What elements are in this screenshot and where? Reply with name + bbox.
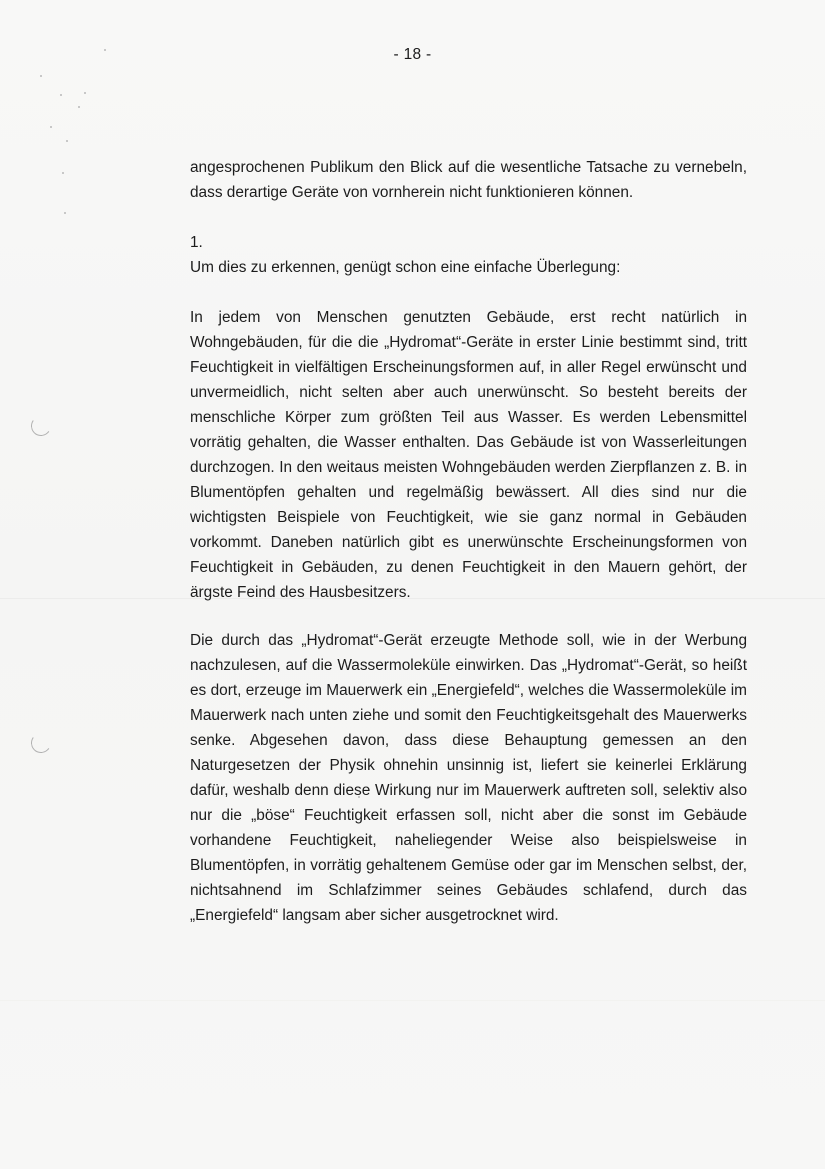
text-line: ärgste Feind des Hausbesitzers.: [190, 584, 411, 601]
text-line: Die durch das „Hydromat“-Gerät erzeugte Methode soll, wie in der Werbung: [190, 632, 747, 649]
text-line: vorhandene Feuchtigkeit, naheliegender Weise also beispielsweise in: [190, 832, 747, 849]
scan-speck: [60, 94, 62, 96]
paragraph-hydromat-method: [190, 628, 747, 928]
text-line: Blumentöpfen gehalten und regelmäßig bewässert. All dies sind nur die: [190, 484, 747, 501]
text-line: nichtsahnend im Schlafzimmer seines Gebäudes schlafend, durch das: [190, 882, 747, 899]
text-line: nur die „böse“ Feuchtigkeit erfassen soll, nicht aber die sonst im Gebäude: [190, 807, 747, 824]
scan-speck: [64, 212, 66, 214]
text-line: nachzulesen, auf die Wassermoleküle einwirken. Das „Hydromat“-Gerät, so heißt: [190, 657, 747, 674]
section-heading: [190, 255, 747, 280]
text-line: In jedem von Menschen genutzten Gebäude, erst recht natürlich in: [190, 309, 747, 326]
paper-fold-line: [0, 1000, 825, 1001]
text-line: Blumentöpfen, in vorrätig gehaltenem Gemüse oder gar im Menschen selbst, der,: [190, 857, 747, 874]
text-line: Wohngebäuden, für die die „Hydromat“-Geräte in erster Linie bestimmt sind, tritt: [190, 334, 747, 351]
intro-paragraph: [190, 155, 747, 205]
text-line: Um dies zu erkennen, genügt schon eine einfache Überlegung:: [190, 259, 621, 276]
text-line: wichtigsten Beispiele von Feuchtigkeit, wie sie ganz normal in Gebäuden: [190, 509, 747, 526]
scan-speck: [50, 126, 52, 128]
text-line: durchzogen. In den weitaus meisten Wohngebäuden werden Zierpflanzen z. B. in: [190, 459, 747, 476]
text-line: Feuchtigkeit in vielfältigen Erscheinungsformen auf, in aller Regel erwünscht und: [190, 359, 747, 376]
section-number: [190, 230, 747, 255]
text-line: „Energiefeld“ langsam aber sicher ausgetrocknet wird.: [190, 907, 559, 924]
scan-speck: [40, 75, 42, 77]
text-line: dass derartige Geräte von vornherein nicht funktionieren können.: [190, 184, 634, 201]
text-line: senke. Abgesehen davon, dass diese Behauptung gemessen an den: [190, 732, 747, 749]
text-line: unvermeidlich, nicht selten aber auch unerwünscht. So besteht bereits der: [190, 384, 747, 401]
scan-speck: [66, 140, 68, 142]
text-line: es dort, erzeuge im Mauerwerk ein „Energiefeld“, welches die Wassermoleküle im: [190, 682, 747, 699]
text-line: angesprochenen Publikum den Blick auf die wesentliche Tatsache zu vernebeln,: [190, 159, 747, 176]
punch-hole-mark: [29, 731, 52, 754]
text-line: Mauerwerk nach unten ziehe und somit den Feuchtigkeitsgehalt des Mauerwerks: [190, 707, 747, 724]
scan-speck: [84, 92, 86, 94]
text-line: Naturgesetzen der Physik ohnehin unsinnig ist, liefert sie keinerlei Erklärung: [190, 757, 747, 774]
text-line: vorkommt. Daneben natürlich gibt es unerwünschte Erscheinungsformen von: [190, 534, 747, 551]
text-line: vorrätig gehalten, die Wasser enthalten. Das Gebäude ist von Wasserleitungen: [190, 434, 747, 451]
scan-speck: [62, 172, 64, 174]
text-line: dafür, weshalb denn diese Wirkung nur im Mauerwerk auftreten soll, selektiv also: [190, 782, 747, 799]
page-number: - 18 -: [393, 46, 432, 63]
text-line: menschliche Körper zum größten Teil aus Wasser. Es werden Lebensmittel: [190, 409, 747, 426]
text-line: 1.: [190, 234, 203, 251]
scan-speck: [78, 106, 80, 108]
punch-hole-mark: [29, 414, 52, 437]
text-line: Feuchtigkeit in Gebäuden, zu denen Feuchtigkeit in den Mauern gehört, der: [190, 559, 747, 576]
paragraph-humidity-examples: [190, 305, 747, 605]
